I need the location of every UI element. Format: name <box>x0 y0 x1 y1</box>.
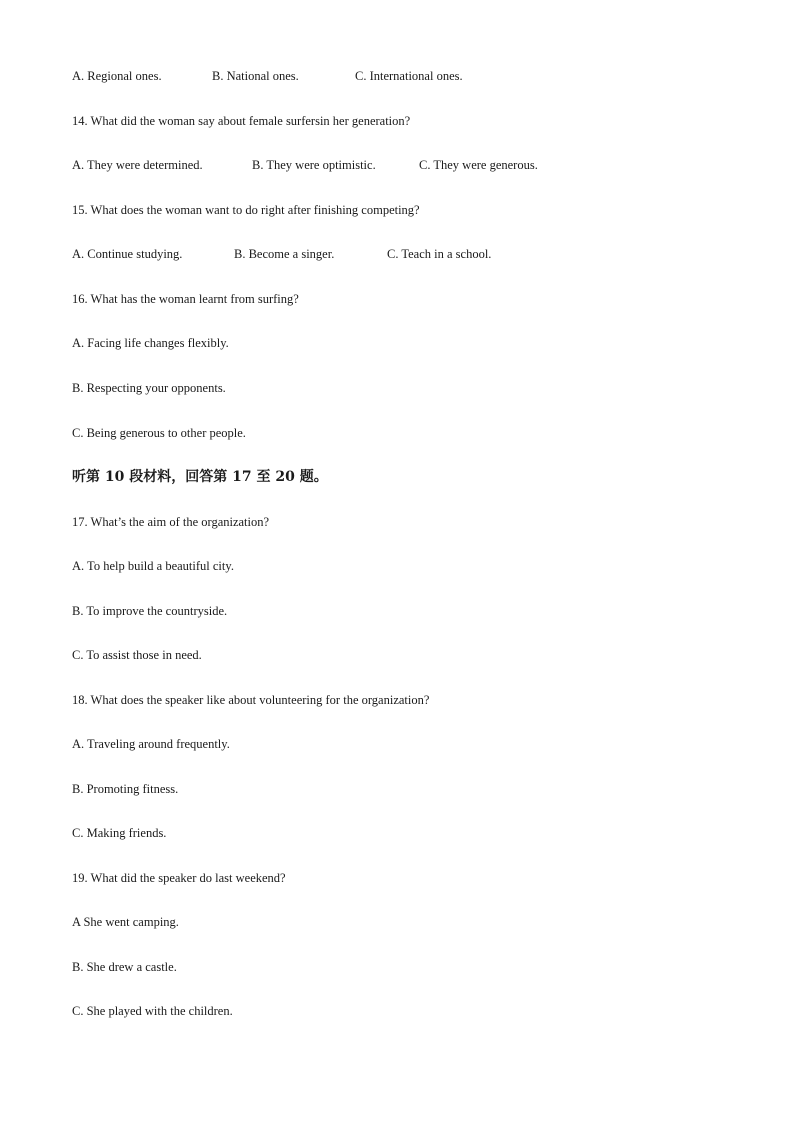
q17-question: 17. What’s the aim of the organization? <box>72 515 270 529</box>
q18-option-b: B. Promoting fitness. <box>72 782 179 796</box>
q18-question: 18. What does the speaker like about volunteering for the organization? <box>72 693 430 707</box>
q16-option-a: A. Facing life changes flexibly. <box>72 336 229 350</box>
q14-option-a: A. They were determined. <box>72 158 203 172</box>
q16-option-c: C. Being generous to other people. <box>72 426 246 440</box>
q15-option-b: B. Become a singer. <box>234 247 335 261</box>
q14-options <box>72 157 538 173</box>
q19-option-a: A She went camping. <box>72 915 179 929</box>
q13-option-c: C. International ones. <box>355 69 463 83</box>
q19-option-c: C. She played with the children. <box>72 1004 233 1018</box>
q17-option-c: C. To assist those in need. <box>72 648 202 662</box>
q14-option-c: C. They were generous. <box>419 158 538 172</box>
section-heading: 听第 10 段材料，回答第 17 至 20 题。 <box>72 469 328 485</box>
q18-option-c: C. Making friends. <box>72 826 167 840</box>
q13-options <box>72 68 463 84</box>
q19-option-b: B. She drew a castle. <box>72 960 177 974</box>
q18-option-a: A. Traveling around frequently. <box>72 737 230 751</box>
q15-option-a: A. Continue studying. <box>72 247 183 261</box>
q13-option-b: B. National ones. <box>212 69 299 83</box>
q15-question: 15. What does the woman want to do right after finishing competing? <box>72 203 420 217</box>
q13-option-a: A. Regional ones. <box>72 69 162 83</box>
q17-option-b: B. To improve the countryside. <box>72 604 228 618</box>
q17-option-a: A. To help build a beautiful city. <box>72 559 234 573</box>
q15-options <box>72 246 491 262</box>
q16-option-b: B. Respecting your opponents. <box>72 381 226 395</box>
q19-question: 19. What did the speaker do last weekend? <box>72 871 286 885</box>
q15-option-c: C. Teach in a school. <box>387 247 492 261</box>
q14-option-b: B. They were optimistic. <box>252 158 376 172</box>
q14-question: 14. What did the woman say about female surfersin her generation? <box>72 114 411 128</box>
q16-question: 16. What has the woman learnt from surfing? <box>72 292 299 306</box>
